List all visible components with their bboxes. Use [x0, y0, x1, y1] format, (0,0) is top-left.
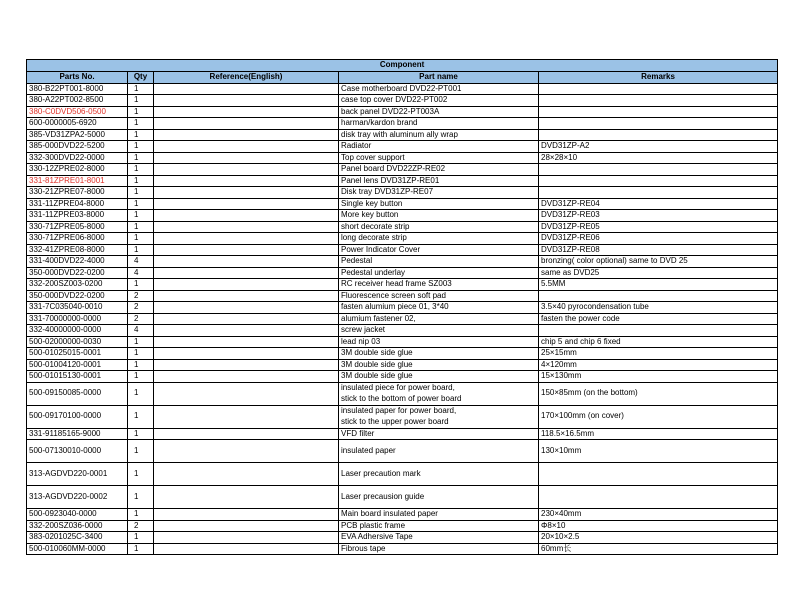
part-name-cell: [339, 532, 539, 544]
table-row: [27, 520, 778, 532]
part-name-cell: [339, 267, 539, 279]
sheet-title: Component: [27, 60, 778, 72]
part-name-cell: [339, 221, 539, 233]
part-name-cell: [339, 141, 539, 153]
parts-no-cell: 500-01015130-0001: [27, 371, 128, 383]
reference-cell: [154, 198, 339, 210]
parts-no-cell: 500-0923040-0000: [27, 509, 128, 521]
qty-cell: 1: [128, 348, 154, 360]
parts-no-cell: 383-0201025C-3400: [27, 532, 128, 544]
parts-no-cell: 500-09170100-0000: [27, 405, 128, 428]
remarks-cell: [539, 129, 778, 141]
table-row: [27, 543, 778, 555]
remarks-cell: [539, 486, 778, 509]
table-row: [27, 359, 778, 371]
table-row: [27, 313, 778, 325]
reference-cell: [154, 187, 339, 199]
part-name-line: Main board insulated paper: [341, 509, 438, 518]
remarks-cell: [539, 83, 778, 95]
table-row: [27, 463, 778, 486]
col-header-reference: Reference(English): [154, 72, 339, 84]
part-name-cell: [339, 210, 539, 222]
parts-no-cell: 500-09150085-0000: [27, 382, 128, 405]
part-name-line: More key button: [341, 210, 399, 219]
part-name-cell: [339, 198, 539, 210]
part-name-cell: [339, 359, 539, 371]
part-name-line: Disk tray DVD31ZP-RE07: [341, 187, 434, 196]
qty-cell: 1: [128, 83, 154, 95]
qty-cell: 1: [128, 359, 154, 371]
remarks-cell: [539, 118, 778, 130]
part-name-line: Pedestal underlay: [341, 267, 406, 277]
part-name-line: insulated paper for power board,: [341, 406, 457, 415]
qty-cell: 1: [128, 129, 154, 141]
part-name-cell: [339, 405, 539, 428]
part-name-line: insulated paper: [341, 445, 396, 455]
part-name-cell: [339, 175, 539, 187]
parts-no-cell: 500-010060MM-0000: [27, 543, 128, 555]
table-row: [27, 129, 778, 141]
table-row: [27, 210, 778, 222]
table-row: [27, 141, 778, 153]
reference-cell: [154, 244, 339, 256]
col-header-qty: Qty: [128, 72, 154, 84]
remarks-cell: DVD31ZP-RE05: [539, 221, 778, 233]
reference-cell: [154, 118, 339, 130]
remarks-cell: 15×130mm: [539, 371, 778, 383]
remarks-cell: 170×100mm (on cover): [539, 405, 778, 428]
parts-no-cell: 350-000DVD22-0200: [27, 290, 128, 302]
part-name-line: long decorate strip: [341, 233, 407, 242]
component-table: [26, 59, 778, 555]
part-name-cell: [339, 486, 539, 509]
part-name-cell: [339, 313, 539, 325]
parts-no-cell: 332-200SZ036-0000: [27, 520, 128, 532]
table-row: [27, 152, 778, 164]
parts-no-cell: 380-B22PT001-8000: [27, 83, 128, 95]
parts-no-cell: 500-02000000-0030: [27, 336, 128, 348]
reference-cell: [154, 175, 339, 187]
part-name-line: Panel lens DVD31ZP-RE01: [341, 175, 440, 185]
qty-cell: 1: [128, 543, 154, 555]
parts-no-cell: 500-01025015-0001: [27, 348, 128, 360]
qty-cell: 1: [128, 210, 154, 222]
remarks-cell: fasten the power code: [539, 313, 778, 325]
reference-cell: [154, 302, 339, 314]
table-row: [27, 325, 778, 337]
remarks-cell: 25×15mm: [539, 348, 778, 360]
parts-no-cell: 331-70000000-0000: [27, 313, 128, 325]
remarks-cell: 4×120mm: [539, 359, 778, 371]
reference-cell: [154, 313, 339, 325]
table-row: [27, 244, 778, 256]
table-row: [27, 382, 778, 405]
parts-no-cell: 331-7C035040-0010: [27, 302, 128, 314]
remarks-cell: DVD31ZP-RE08: [539, 244, 778, 256]
table-row: [27, 118, 778, 130]
part-name-cell: [339, 509, 539, 521]
qty-cell: 1: [128, 279, 154, 291]
table-row: [27, 290, 778, 302]
qty-cell: 2: [128, 302, 154, 314]
part-name-line: insulated piece for power board,: [341, 383, 455, 392]
part-name-line: Single key button: [341, 198, 403, 208]
qty-cell: 2: [128, 520, 154, 532]
qty-cell: 4: [128, 325, 154, 337]
part-name-line: Power Indicator Cover: [341, 244, 421, 254]
reference-cell: [154, 210, 339, 222]
reference-cell: [154, 371, 339, 383]
part-name-line: RC receiver head frame SZ003: [341, 279, 452, 288]
qty-cell: 1: [128, 221, 154, 233]
reference-cell: [154, 95, 339, 107]
part-name-line: Fluorescence screen soft pad: [341, 290, 446, 300]
qty-cell: 1: [128, 509, 154, 521]
part-name-line: Laser precaution mark: [341, 468, 421, 478]
reference-cell: [154, 348, 339, 360]
table-row: [27, 187, 778, 199]
reference-cell: [154, 256, 339, 268]
remarks-cell: [539, 325, 778, 337]
part-name-line: Top cover support: [341, 152, 405, 162]
parts-no-cell: 313-AGDVD220-0002: [27, 486, 128, 509]
table-row: [27, 440, 778, 463]
reference-cell: [154, 336, 339, 348]
remarks-cell: 130×10mm: [539, 440, 778, 463]
parts-no-cell: 331-11ZPRE04-8000: [27, 198, 128, 210]
table-row: [27, 428, 778, 440]
table-row: [27, 371, 778, 383]
parts-no-cell: 350-000DVD22-0200: [27, 267, 128, 279]
col-header-remarks: Remarks: [539, 72, 778, 84]
part-name-cell: [339, 256, 539, 268]
part-name-line: 3M double side glue: [341, 371, 413, 380]
part-name-line: Fibrous tape: [341, 543, 386, 553]
qty-cell: 1: [128, 532, 154, 544]
part-name-cell: [339, 118, 539, 130]
qty-cell: 1: [128, 336, 154, 348]
remarks-cell: 5.5MM: [539, 279, 778, 291]
parts-no-cell: 330-21ZPRE07-8000: [27, 187, 128, 199]
parts-no-cell: 331-400DVD22-4000: [27, 256, 128, 268]
reference-cell: [154, 509, 339, 521]
part-name-line: 3M double side glue: [341, 348, 413, 357]
qty-cell: 1: [128, 164, 154, 176]
part-name-line: stick to the upper power board: [341, 416, 449, 426]
component-sheet: [26, 59, 777, 555]
reference-cell: [154, 440, 339, 463]
table-row: [27, 83, 778, 95]
remarks-cell: DVD31ZP-A2: [539, 141, 778, 153]
part-name-line: Case motherboard DVD22-PT001: [341, 83, 462, 93]
part-name-line: screw jacket: [341, 325, 386, 334]
qty-cell: 2: [128, 313, 154, 325]
part-name-line: Laser precausion guide: [341, 491, 425, 501]
qty-cell: 1: [128, 198, 154, 210]
reference-cell: [154, 543, 339, 555]
part-name-line: Pedestal: [341, 256, 373, 265]
qty-cell: 4: [128, 256, 154, 268]
table-row: [27, 279, 778, 291]
reference-cell: [154, 233, 339, 245]
parts-no-cell: 332-41ZPRE08-8000: [27, 244, 128, 256]
part-name-line: PCB plastic frame: [341, 520, 406, 530]
reference-cell: [154, 83, 339, 95]
parts-no-cell: 331-81ZPRE01-8001: [27, 175, 128, 187]
part-name-line: alumium fastener 02,: [341, 313, 416, 323]
reference-cell: [154, 463, 339, 486]
table-row: [27, 221, 778, 233]
part-name-cell: [339, 95, 539, 107]
qty-cell: 1: [128, 118, 154, 130]
col-header-parts-no: Parts No.: [27, 72, 128, 84]
parts-no-cell: 331-91185165-9000: [27, 428, 128, 440]
reference-cell: [154, 221, 339, 233]
reference-cell: [154, 486, 339, 509]
reference-cell: [154, 164, 339, 176]
part-name-line: lead nip 03: [341, 336, 381, 346]
table-row: [27, 532, 778, 544]
table-row: [27, 175, 778, 187]
reference-cell: [154, 106, 339, 118]
remarks-cell: [539, 175, 778, 187]
remarks-cell: 150×85mm (on the bottom): [539, 382, 778, 405]
table-row: [27, 509, 778, 521]
table-row: [27, 336, 778, 348]
part-name-line: disk tray with aluminum ally wrap: [341, 129, 458, 139]
qty-cell: 1: [128, 175, 154, 187]
remarks-cell: [539, 187, 778, 199]
remarks-cell: 3.5×40 pyrocondensation tube: [539, 302, 778, 314]
table-row: [27, 198, 778, 210]
table-row: [27, 164, 778, 176]
parts-no-cell: 332-200SZ003-0200: [27, 279, 128, 291]
part-name-cell: [339, 463, 539, 486]
header-row: [27, 72, 778, 84]
parts-no-cell: 313-AGDVD220-0001: [27, 463, 128, 486]
table-row: [27, 405, 778, 428]
part-name-cell: [339, 440, 539, 463]
part-name-line: back panel DVD22-PT003A: [341, 106, 440, 116]
reference-cell: [154, 382, 339, 405]
parts-no-cell: 380-A22PT002-8500: [27, 95, 128, 107]
remarks-cell: 118.5×16.5mm: [539, 428, 778, 440]
part-name-line: harman/kardon brand: [341, 118, 418, 127]
table-row: [27, 106, 778, 118]
parts-no-cell: 330-71ZPRE06-8000: [27, 233, 128, 245]
remarks-cell: 60mm长: [539, 543, 778, 555]
title-row: [27, 60, 778, 72]
reference-cell: [154, 129, 339, 141]
qty-cell: 1: [128, 382, 154, 405]
reference-cell: [154, 267, 339, 279]
qty-cell: 1: [128, 463, 154, 486]
qty-cell: 4: [128, 267, 154, 279]
part-name-line: fasten alumium piece 01, 3*40: [341, 302, 449, 311]
parts-no-cell: 500-01004120-0001: [27, 359, 128, 371]
part-name-cell: [339, 325, 539, 337]
remarks-cell: [539, 164, 778, 176]
part-name-cell: [339, 129, 539, 141]
qty-cell: 1: [128, 405, 154, 428]
qty-cell: 1: [128, 371, 154, 383]
part-name-line: Radiator: [341, 141, 372, 150]
part-name-cell: [339, 520, 539, 532]
qty-cell: 2: [128, 290, 154, 302]
reference-cell: [154, 152, 339, 164]
parts-no-cell: 332-40000000-0000: [27, 325, 128, 337]
reference-cell: [154, 290, 339, 302]
part-name-line: Panel board DVD22ZP-RE02: [341, 164, 446, 173]
qty-cell: 1: [128, 95, 154, 107]
table-row: [27, 95, 778, 107]
part-name-cell: [339, 106, 539, 118]
part-name-cell: [339, 302, 539, 314]
part-name-cell: [339, 152, 539, 164]
reference-cell: [154, 325, 339, 337]
qty-cell: 1: [128, 106, 154, 118]
reference-cell: [154, 520, 339, 532]
remarks-cell: DVD31ZP-RE04: [539, 198, 778, 210]
part-name-line: 3M double side glue: [341, 359, 413, 369]
parts-no-cell: 385-000DVD22-5200: [27, 141, 128, 153]
part-name-line: VFD filter: [341, 428, 375, 438]
qty-cell: 1: [128, 428, 154, 440]
reference-cell: [154, 532, 339, 544]
part-name-cell: [339, 543, 539, 555]
part-name-line: EVA Adhersive Tape: [341, 532, 413, 541]
qty-cell: 1: [128, 187, 154, 199]
col-header-part-name: Part name: [339, 72, 539, 84]
remarks-cell: [539, 290, 778, 302]
remarks-cell: [539, 463, 778, 486]
part-name-line: case top cover DVD22-PT002: [341, 95, 448, 104]
part-name-cell: [339, 187, 539, 199]
part-name-line: short decorate strip: [341, 221, 410, 231]
part-name-cell: [339, 83, 539, 95]
remarks-cell: [539, 95, 778, 107]
part-name-cell: [339, 244, 539, 256]
part-name-cell: [339, 279, 539, 291]
remarks-cell: Φ8×10: [539, 520, 778, 532]
table-row: [27, 233, 778, 245]
reference-cell: [154, 141, 339, 153]
part-name-cell: [339, 233, 539, 245]
parts-no-cell: 331-11ZPRE03-8000: [27, 210, 128, 222]
reference-cell: [154, 405, 339, 428]
table-row: [27, 256, 778, 268]
part-name-line: stick to the bottom of power board: [341, 393, 462, 403]
remarks-cell: bronzing( color optional) same to DVD 25: [539, 256, 778, 268]
parts-no-cell: 385-VD31ZPA2-5000: [27, 129, 128, 141]
parts-no-cell: 380-C0DVD506-0500: [27, 106, 128, 118]
remarks-cell: chip 5 and chip 6 fixed: [539, 336, 778, 348]
table-row: [27, 486, 778, 509]
part-name-cell: [339, 290, 539, 302]
part-name-cell: [339, 428, 539, 440]
parts-no-cell: 500-07130010-0000: [27, 440, 128, 463]
parts-no-cell: 330-12ZPRE02-8000: [27, 164, 128, 176]
part-name-cell: [339, 382, 539, 405]
part-name-cell: [339, 336, 539, 348]
qty-cell: 1: [128, 486, 154, 509]
table-row: [27, 302, 778, 314]
remarks-cell: [539, 106, 778, 118]
qty-cell: 1: [128, 233, 154, 245]
table-row: [27, 348, 778, 360]
qty-cell: 1: [128, 244, 154, 256]
parts-no-cell: 330-71ZPRE05-8000: [27, 221, 128, 233]
remarks-cell: same as DVD25: [539, 267, 778, 279]
remarks-cell: 28×28×10: [539, 152, 778, 164]
part-name-cell: [339, 371, 539, 383]
reference-cell: [154, 359, 339, 371]
qty-cell: 1: [128, 141, 154, 153]
part-name-cell: [339, 348, 539, 360]
remarks-cell: DVD31ZP-RE06: [539, 233, 778, 245]
parts-no-cell: 332-300DVD22-0000: [27, 152, 128, 164]
table-body: [27, 83, 778, 555]
remarks-cell: DVD31ZP-RE03: [539, 210, 778, 222]
reference-cell: [154, 279, 339, 291]
table-row: [27, 267, 778, 279]
qty-cell: 1: [128, 440, 154, 463]
remarks-cell: 230×40mm: [539, 509, 778, 521]
part-name-cell: [339, 164, 539, 176]
remarks-cell: 20×10×2.5: [539, 532, 778, 544]
reference-cell: [154, 428, 339, 440]
qty-cell: 1: [128, 152, 154, 164]
parts-no-cell: 600-0000005-6920: [27, 118, 128, 130]
